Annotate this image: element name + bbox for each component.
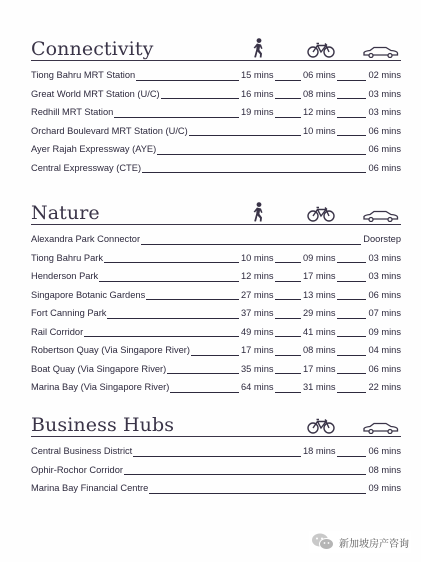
bicycle-icon [307,42,335,58]
walk-time: 49 mins [241,326,274,337]
location-name: Central Expressway (CTE) [31,162,142,173]
cycle-time: 10 mins [303,125,336,136]
walk-time: 17 mins [241,345,274,356]
list-item [31,85,401,104]
walk-time: 15 mins [241,70,274,81]
list-item [31,140,401,159]
list-item [31,230,401,249]
location-name: Ayer Rajah Expressway (AYE) [31,144,157,155]
location-name: Marina Bay (Via Singapore River) [31,382,170,393]
list-item [31,267,401,286]
list-item [31,479,401,498]
cycle-time: 29 mins [303,308,336,319]
location-name: Henderson Park [31,271,99,282]
cycle-time: 08 mins [303,88,336,99]
walk-time: 16 mins [241,88,274,99]
cycle-time: 18 mins [303,446,336,457]
section-connectivity [31,30,401,173]
list-item [31,304,401,323]
watermark [309,531,411,553]
cycle-time: 08 mins [303,345,336,356]
walk-time: 37 mins [241,308,274,319]
bicycle-icon [307,206,335,222]
drive-time: 06 mins [368,144,401,155]
location-name: Boat Quay (Via Singapore River) [31,363,167,374]
location-name: Singapore Botanic Gardens [31,289,146,300]
car-icon [362,422,399,434]
location-name: Marina Bay Financial Centre [31,483,149,494]
location-name: Robertson Quay (Via Singapore River) [31,345,190,356]
section-header [31,406,401,438]
drive-time: 06 mins [368,446,401,457]
wechat-logo-icon [311,532,335,552]
drive-time: 03 mins [368,88,401,99]
list-item [31,360,401,379]
cycle-time: 06 mins [303,70,336,81]
section-rows [31,66,401,177]
drive-time: 06 mins [368,289,401,300]
section-header [31,30,401,62]
walk-time: 64 mins [241,382,274,393]
list-item [31,286,401,305]
list-item [31,461,401,480]
section-title: Connectivity [31,38,154,60]
cycle-time: 17 mins [303,271,336,282]
walk-time: 19 mins [241,107,274,118]
location-name: Tiong Bahru Park [31,252,104,263]
drive-time: 22 mins [368,382,401,393]
drive-time: 03 mins [368,271,401,282]
location-name: Redhill MRT Station [31,107,114,118]
walk-time: 35 mins [241,363,274,374]
location-name: Rail Corridor [31,326,84,337]
location-name: Great World MRT Station (U/C) [31,88,160,99]
cycle-time: 41 mins [303,326,336,337]
leader-line [31,336,401,337]
list-item [31,323,401,342]
list-item [31,159,401,178]
drive-time: 03 mins [368,107,401,118]
drive-time: Doorstep [363,234,401,245]
drive-time: 06 mins [368,162,401,173]
bicycle-icon [307,418,335,434]
location-name: Alexandra Park Connector [31,234,141,245]
drive-time: 06 mins [368,363,401,374]
walking-person-icon [251,202,265,222]
section-divider [31,436,401,437]
section-rows [31,230,401,397]
section-divider [31,60,401,61]
drive-time: 06 mins [368,125,401,136]
walk-time: 27 mins [241,289,274,300]
list-item [31,103,401,122]
section-title: Nature [31,202,100,224]
list-item [31,122,401,141]
car-icon [362,46,399,58]
drive-time: 09 mins [368,326,401,337]
drive-time: 08 mins [368,464,401,475]
list-item [31,442,401,461]
location-name: Ophir-Rochor Corridor [31,464,123,475]
cycle-time: 17 mins [303,363,336,374]
walk-time: 12 mins [241,271,274,282]
drive-time: 09 mins [368,483,401,494]
cycle-time: 12 mins [303,107,336,118]
section-header [31,194,401,226]
list-item [31,378,401,397]
watermark-text: 新加坡房产咨询 [339,538,409,550]
location-name: Tiong Bahru MRT Station [31,70,136,81]
drive-time: 07 mins [368,308,401,319]
section-rows [31,442,401,498]
cycle-time: 13 mins [303,289,336,300]
list-item [31,66,401,85]
section-divider [31,224,401,225]
drive-time: 02 mins [368,70,401,81]
location-name: Fort Canning Park [31,308,107,319]
section-business-hubs [31,406,401,494]
car-icon [362,210,399,222]
cycle-time: 31 mins [303,382,336,393]
drive-time: 04 mins [368,345,401,356]
walking-person-icon [251,38,265,58]
location-name: Orchard Boulevard MRT Station (U/C) [31,125,188,136]
cycle-time: 09 mins [303,252,336,263]
location-name: Central Business District [31,446,133,457]
drive-time: 03 mins [368,252,401,263]
section-title: Business Hubs [31,414,175,436]
section-nature [31,194,401,393]
list-item [31,341,401,360]
list-item [31,249,401,268]
walk-time: 10 mins [241,252,274,263]
